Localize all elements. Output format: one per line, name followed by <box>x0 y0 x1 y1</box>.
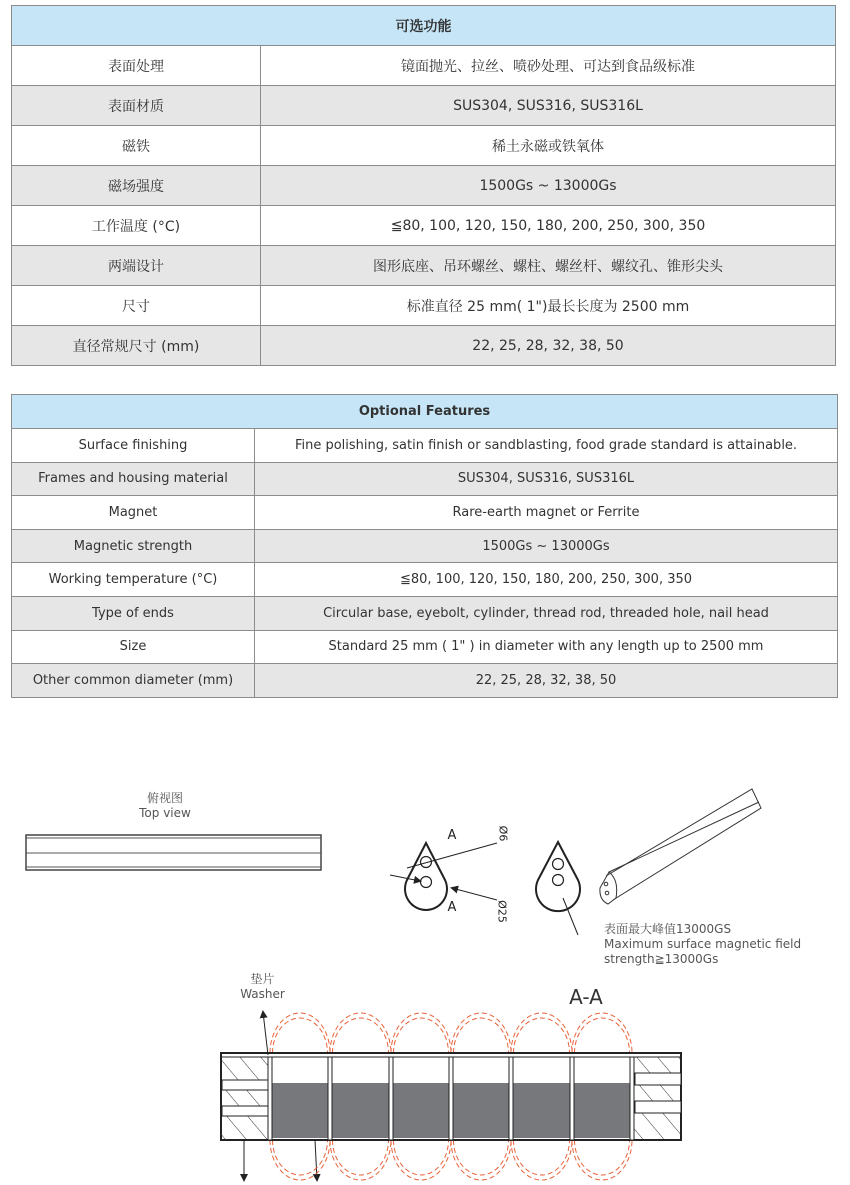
washer-label-en: Washer <box>240 987 285 1001</box>
field-line <box>511 1140 572 1180</box>
row-label: 磁铁 <box>12 126 261 166</box>
field-line <box>333 1018 389 1053</box>
section-mark-top: A <box>447 828 457 843</box>
field-line <box>451 1140 511 1180</box>
row-label: Surface finishing <box>12 429 255 463</box>
right-end-cap <box>634 1057 681 1140</box>
field-line <box>270 1013 330 1053</box>
top-view-label-cn: 俯视图 <box>146 791 183 805</box>
row-value: 1500Gs ~ 13000Gs <box>255 529 838 563</box>
field-line <box>454 1140 509 1175</box>
field-line <box>572 1013 632 1053</box>
row-label: 磁场强度 <box>12 166 261 206</box>
washer <box>328 1057 332 1140</box>
section-mark-bottom: A <box>447 900 457 915</box>
row-label: 两端设计 <box>12 246 261 286</box>
top-view-bar <box>26 835 321 870</box>
row-value: Fine polishing, satin finish or sandblasting, food grade standard is attainable. <box>255 429 838 463</box>
row-label: Magnet <box>12 496 255 530</box>
field-line <box>514 1140 570 1175</box>
row-label: Frames and housing material <box>12 462 255 496</box>
field-line <box>391 1140 451 1180</box>
section-shape-detail <box>536 842 580 935</box>
peak-field-note-en-2: strength≧13000Gs <box>604 952 719 966</box>
field-line <box>394 1140 449 1175</box>
row-label: 直径常规尺寸 (mm) <box>12 326 261 366</box>
field-line <box>273 1140 328 1175</box>
washer <box>268 1057 272 1140</box>
row-value: 镜面抛光、拉丝、喷砂处理、可达到食品级标准 <box>261 46 836 86</box>
peak-field-note-cn: 表面最大峰值13000GS <box>604 922 732 936</box>
row-value: Circular base, eyebolt, cylinder, thread rod, threaded hole, nail head <box>255 596 838 630</box>
washer <box>389 1057 393 1140</box>
washer <box>449 1057 453 1140</box>
row-label: Type of ends <box>12 596 255 630</box>
top-view-label-en: Top view <box>139 806 191 820</box>
row-label: Other common diameter (mm) <box>12 664 255 698</box>
row-label: 工作温度 (°C) <box>12 206 261 246</box>
row-value: ≦80, 100, 120, 150, 180, 200, 250, 300, 350 <box>255 563 838 597</box>
field-line <box>572 1140 632 1180</box>
table-title: Optional Features <box>12 395 838 429</box>
row-value: 22, 25, 28, 32, 38, 50 <box>261 326 836 366</box>
row-label: Working temperature (°C) <box>12 563 255 597</box>
top-view-label <box>110 791 220 821</box>
row-label: Magnetic strength <box>12 529 255 563</box>
field-line <box>333 1140 389 1175</box>
row-label: 表面处理 <box>12 46 261 86</box>
row-value: ≦80, 100, 120, 150, 180, 200, 250, 300, 350 <box>261 206 836 246</box>
field-line <box>575 1018 630 1053</box>
washer <box>570 1057 574 1140</box>
section-bar <box>221 1053 681 1140</box>
washer <box>630 1057 634 1140</box>
row-label: 尺寸 <box>12 286 261 326</box>
row-value: Rare-earth magnet or Ferrite <box>255 496 838 530</box>
field-line <box>270 1140 330 1180</box>
washer <box>509 1057 513 1140</box>
washer-label <box>235 972 290 1002</box>
row-label: Size <box>12 630 255 664</box>
field-line <box>394 1018 449 1053</box>
section-title: A-A <box>569 985 603 1009</box>
dimension-diameter-6: Ø6 <box>496 825 510 842</box>
row-value: 稀土永磁或铁氧体 <box>261 126 836 166</box>
dimension-diameter-25: Ø25 <box>495 900 509 923</box>
row-value: 标准直径 25 mm( 1")最长长度为 2500 mm <box>261 286 836 326</box>
row-value: SUS304, SUS316, SUS316L <box>255 462 838 496</box>
field-line <box>514 1018 570 1053</box>
peak-field-note-en-1: Maximum surface magnetic field <box>604 937 802 951</box>
field-line <box>391 1013 451 1053</box>
table-title: 可选功能 <box>12 6 836 46</box>
row-value: 22, 25, 28, 32, 38, 50 <box>255 664 838 698</box>
field-line <box>330 1140 391 1180</box>
field-line <box>451 1013 511 1053</box>
field-line <box>273 1018 328 1053</box>
peak-field-note <box>604 922 844 967</box>
field-line <box>454 1018 509 1053</box>
row-value: 图形底座、吊环螺丝、螺柱、螺丝杆、螺纹孔、锥形尖头 <box>261 246 836 286</box>
isometric-bar <box>600 789 761 904</box>
row-value: 1500Gs ~ 13000Gs <box>261 166 836 206</box>
row-value: SUS304, SUS316, SUS316L <box>261 86 836 126</box>
field-line <box>511 1013 572 1053</box>
washer-label-cn: 垫片 <box>250 972 275 986</box>
field-line <box>330 1013 391 1053</box>
left-end-cap <box>221 1057 269 1140</box>
row-value: Standard 25 mm ( 1" ) in diameter with any length up to 2500 mm <box>255 630 838 664</box>
field-line <box>575 1140 630 1175</box>
row-label: 表面材质 <box>12 86 261 126</box>
